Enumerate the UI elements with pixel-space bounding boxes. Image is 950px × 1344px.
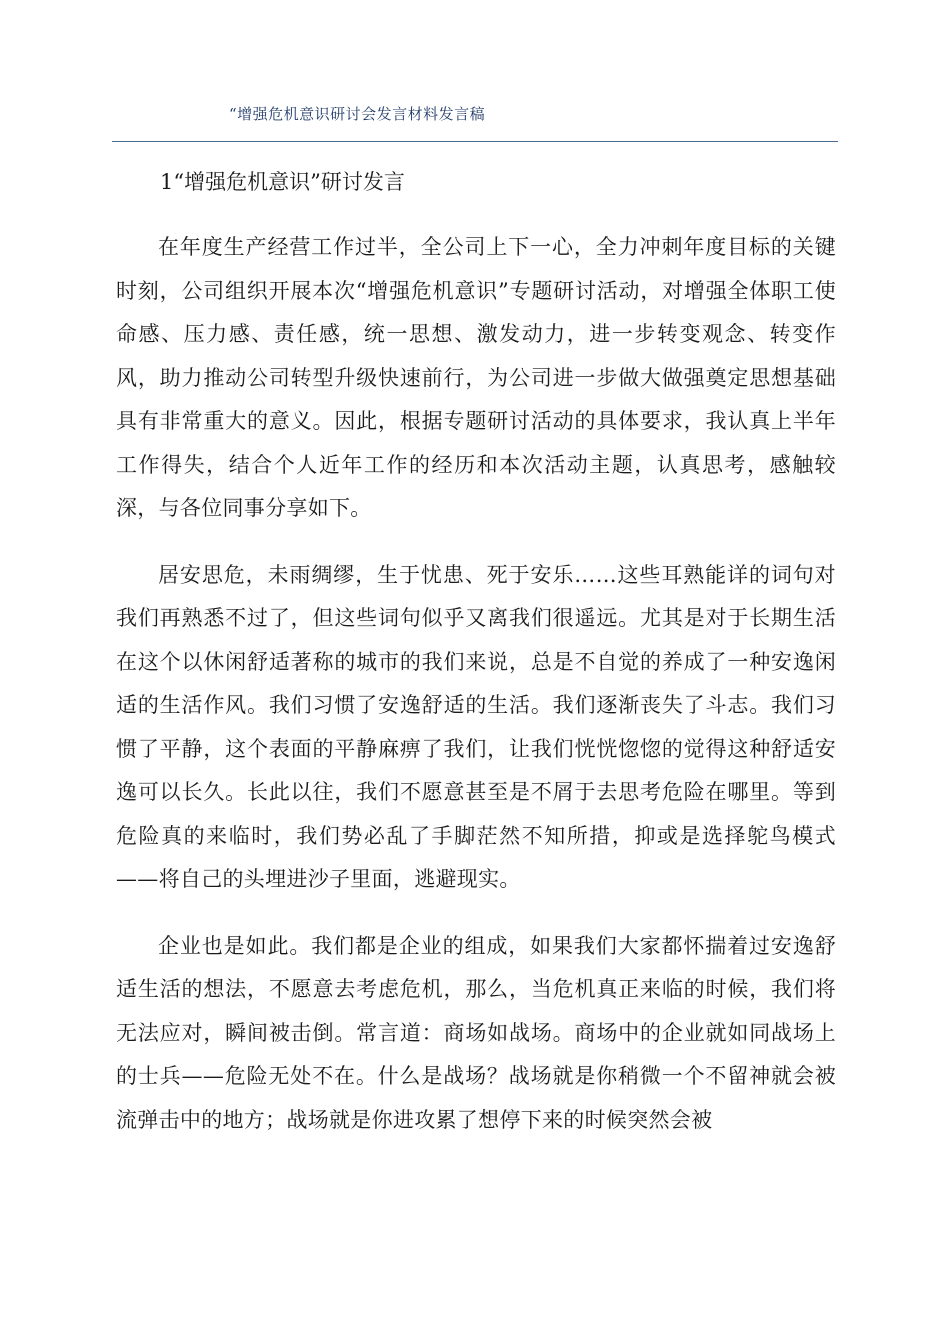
paragraph: 在年度生产经营工作过半，全公司上下一心，全力冲刺年度目标的关键时刻，公司组织开展本次“增强危机意识”专题研讨活动，对增强全体职工使命感、压力感、责任感，统一思想、激发动力，进一步转变观念、转变作风，助力推动公司转型升级快速前行，为公司进一步做大做强奠定思想基础具有非常重大的意义。因此，根据专题研讨活动的具体要求，我认真上半年工作得失，结合个人近年工作的经历和本次活动主题，认真思考，感触较深，与各位同事分享如下。 xyxy=(116,235,836,520)
running-header: “增强危机意识研讨会发言材料发言稿 xyxy=(229,105,486,123)
paragraph: 企业也是如此。我们都是企业的组成，如果我们大家都怀揣着过安逸舒适生活的想法，不愿意去考虑危机，那么，当危机真正来临的时候，我们将无法应对，瞬间被击倒。常言道：商场如战场。商场中的企业就如同战场上的士兵——危险无处不在。什么是战场？战场就是你稍微一个不留神就会被流弹击中的地方；战场就是你进攻累了想停下来的时候突然会被 xyxy=(116,933,836,1132)
paragraph: 居安思危，未雨绸缪，生于忧患、死于安乐……这些耳熟能详的词句对我们再熟悉不过了，但这些词句似乎又离我们很遥远。尤其是对于长期生活在这个以休闲舒适著称的城市的我们来说，总是不自觉的养成了一种安逸闲适的生活作风。我们习惯了安逸舒适的生活。我们逐渐丧失了斗志。我们习惯了平静，这个表面的平静麻痹了我们，让我们恍恍惚惚的觉得这种舒适安逸可以长久。长此以往，我们不愿意甚至是不屑于去思考危险在哪里。等到危险真的来临时，我们势必乱了手脚茫然不知所措，抑或是选择鸵鸟模式——将自己的头埋进沙子里面，逃避现实。 xyxy=(116,562,836,891)
header-rule xyxy=(112,141,838,142)
section-heading: 1“增强危机意识”研讨发言 xyxy=(160,170,405,194)
document-body xyxy=(116,163,836,1165)
